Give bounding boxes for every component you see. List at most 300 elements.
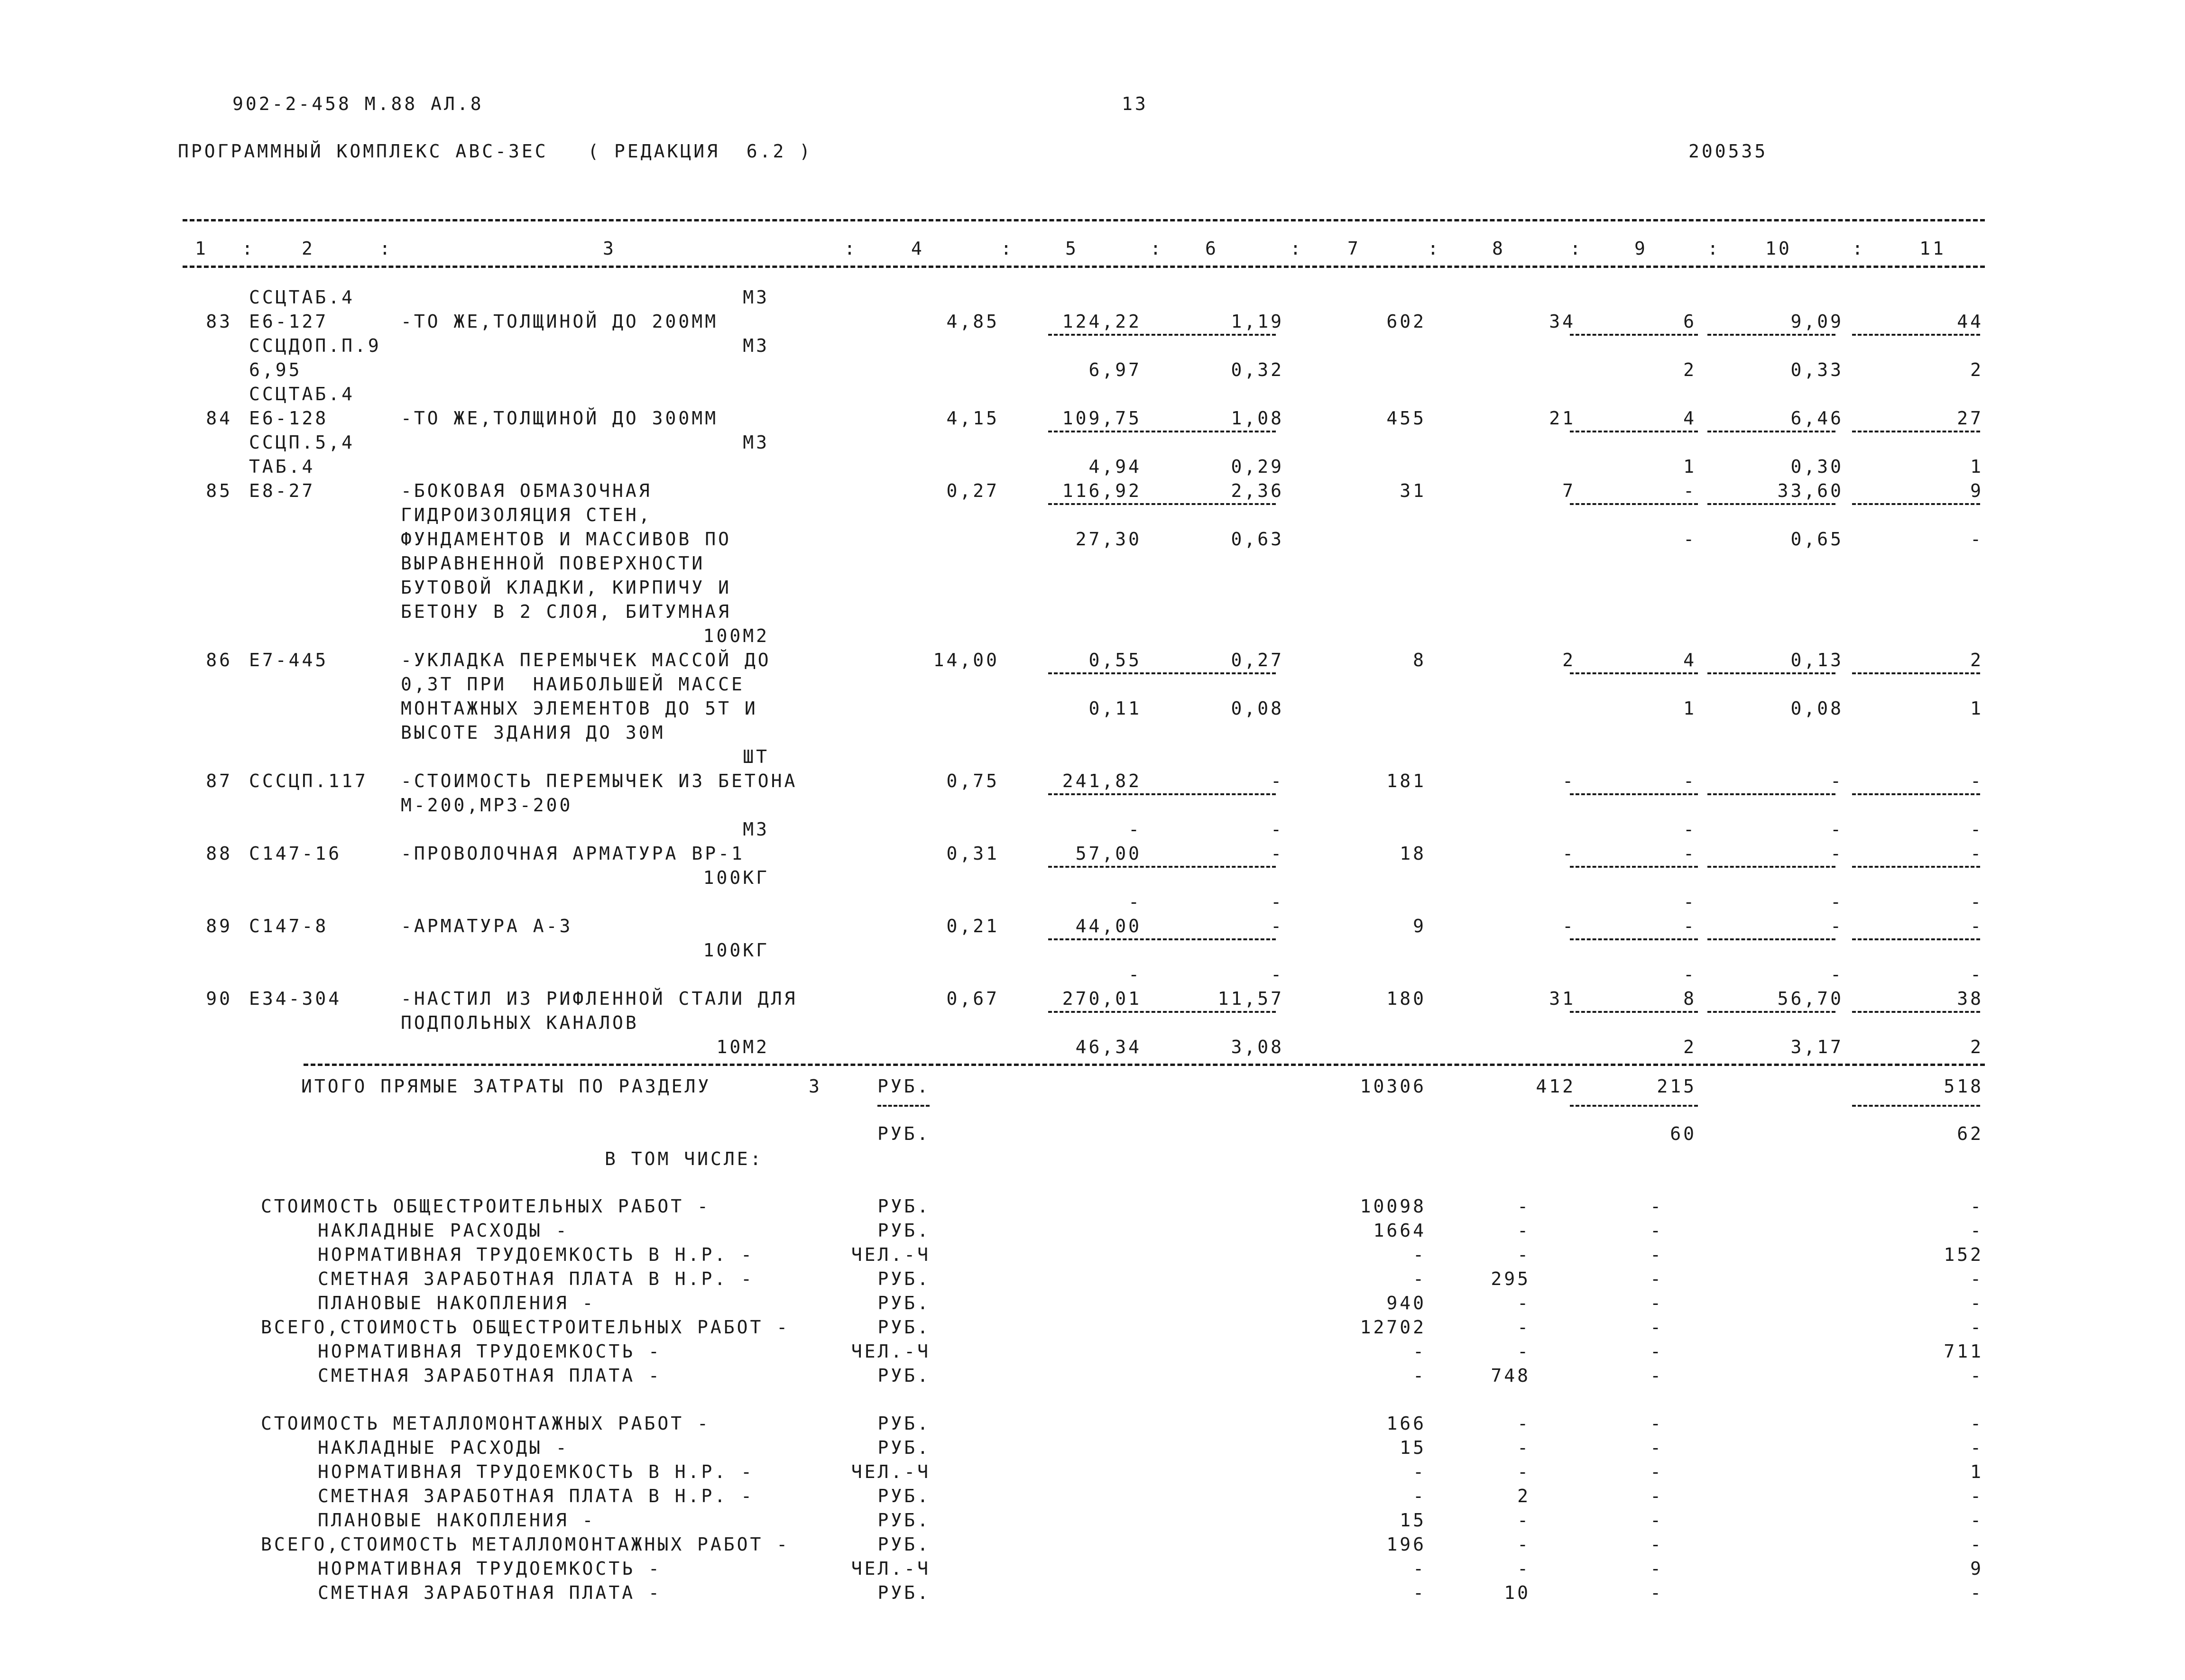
cell-c8: 31 — [1549, 988, 1576, 1009]
cell-c6: - — [1271, 771, 1284, 791]
unit-of-measure: 100КГ — [703, 867, 769, 888]
cell-c6: - — [1271, 843, 1284, 864]
cell-c5: 4,94 — [1088, 456, 1142, 477]
breakdown-label: НАКЛАДНЫЕ РАСХОДЫ - — [318, 1437, 569, 1458]
cell-c11: - — [1970, 843, 1983, 864]
breakdown-unit: РУБ. — [877, 1220, 931, 1241]
cell-c11: 9 — [1970, 480, 1983, 501]
header-bottom-rule — [183, 266, 1985, 268]
cost-subrule — [1852, 672, 1980, 674]
breakdown-col11: - — [1970, 1510, 1983, 1531]
totals-section-number: 3 — [809, 1076, 822, 1097]
column-separator: : — [1570, 238, 1583, 259]
cell-c10: 0,65 — [1790, 529, 1844, 550]
cost-subrule — [1570, 672, 1698, 674]
cell-c7: 180 — [1386, 988, 1426, 1009]
breakdown-unit: РУБ. — [877, 1534, 931, 1555]
breakdown-label: СМЕТНАЯ ЗАРАБОТНАЯ ПЛАТА - — [318, 1365, 662, 1386]
unit-of-measure: ШТ — [743, 746, 769, 767]
column-number-7: 7 — [1347, 238, 1361, 259]
rate-code: С147-16 — [249, 843, 342, 864]
breakdown-unit: РУБ. — [877, 1437, 931, 1458]
cell-c9: 2 — [1683, 1037, 1696, 1057]
breakdown-unit: РУБ. — [877, 1293, 931, 1313]
cell-c9: 4 — [1683, 650, 1696, 670]
cell-c6: 3,08 — [1231, 1037, 1284, 1057]
cost-subrule — [1570, 1011, 1698, 1013]
column-separator: : — [1707, 238, 1721, 259]
cell-c6: - — [1271, 916, 1284, 936]
cell-c6: 2,36 — [1231, 480, 1284, 501]
cost-subrule — [1852, 503, 1980, 505]
cell-c5: 270,01 — [1062, 988, 1142, 1009]
totals-col9-b: 60 — [1670, 1123, 1696, 1144]
work-description: МОНТАЖНЫХ ЭЛЕМЕНТОВ ДО 5Т И — [401, 698, 758, 719]
breakdown-col9: - — [1650, 1534, 1663, 1555]
breakdown-col11: 1 — [1970, 1461, 1983, 1482]
column-number-8: 8 — [1492, 238, 1505, 259]
breakdown-unit: РУБ. — [877, 1317, 931, 1338]
cell-c8: 21 — [1549, 408, 1576, 429]
breakdown-label: НАКЛАДНЫЕ РАСХОДЫ - — [318, 1220, 569, 1241]
including-heading: В ТОМ ЧИСЛЕ: — [605, 1148, 764, 1169]
work-description: ВЫРАВНЕННОЙ ПОВЕРХНОСТИ — [401, 553, 705, 574]
cell-c9: - — [1683, 891, 1696, 912]
rate-code: ССЦП.5,4 — [249, 432, 355, 453]
breakdown-col8: 748 — [1491, 1365, 1530, 1386]
totals-col9: 215 — [1657, 1076, 1696, 1097]
cell-c11: 44 — [1957, 311, 1983, 332]
cell-c6: 0,29 — [1231, 456, 1284, 477]
cell-c8: 2 — [1562, 650, 1576, 670]
breakdown-col7: - — [1413, 1268, 1426, 1289]
breakdown-col8: - — [1517, 1534, 1530, 1555]
column-separator: : — [242, 238, 255, 259]
breakdown-col8: 10 — [1504, 1582, 1530, 1603]
cost-subrule — [1048, 793, 1276, 795]
breakdown-col11: - — [1970, 1317, 1983, 1338]
breakdown-col7: 1664 — [1373, 1220, 1426, 1241]
unit-of-measure: 100М2 — [703, 625, 769, 646]
totals-col11-b: 62 — [1957, 1123, 1983, 1144]
breakdown-col8: - — [1517, 1244, 1530, 1265]
breakdown-col9: - — [1650, 1437, 1663, 1458]
work-description: ПОДПОЛЬНЫХ КАНАЛОВ — [401, 1012, 639, 1033]
breakdown-col11: - — [1970, 1486, 1983, 1506]
work-description: М-200,МРЗ-200 — [401, 795, 573, 816]
column-separator: : — [844, 238, 857, 259]
work-description: -БОКОВАЯ ОБМАЗОЧНАЯ — [401, 480, 652, 501]
cell-c10: 0,30 — [1790, 456, 1844, 477]
cell-c5: 44,00 — [1075, 916, 1142, 936]
column-number-4: 4 — [911, 238, 924, 259]
work-description: -ТО ЖЕ,ТОЛЩИНОЙ ДО 300ММ — [401, 408, 719, 429]
totals-col7: 10306 — [1360, 1076, 1426, 1097]
cell-c9: 4 — [1683, 408, 1696, 429]
cell-c4: 0,27 — [946, 480, 999, 501]
rate-code: Е6-127 — [249, 311, 329, 332]
cell-c9: 1 — [1683, 698, 1696, 719]
breakdown-col7: - — [1413, 1365, 1426, 1386]
cell-c4: 4,15 — [946, 408, 999, 429]
cell-c4: 4,85 — [946, 311, 999, 332]
breakdown-col8: - — [1517, 1341, 1530, 1362]
cell-c10: 56,70 — [1777, 988, 1844, 1009]
cell-c10: 6,46 — [1790, 408, 1844, 429]
cell-c11: 1 — [1970, 698, 1983, 719]
cost-subrule — [1048, 431, 1276, 432]
breakdown-col11: - — [1970, 1220, 1983, 1241]
rate-code: Е34-304 — [249, 988, 342, 1009]
unit-of-measure: 100КГ — [703, 940, 769, 961]
cell-c10: - — [1830, 771, 1844, 791]
cell-c9: - — [1683, 480, 1696, 501]
cell-c11: 38 — [1957, 988, 1983, 1009]
cell-c6: 1,08 — [1231, 408, 1284, 429]
cell-c6: 0,32 — [1231, 359, 1284, 380]
cell-c4: 0,31 — [946, 843, 999, 864]
breakdown-unit: РУБ. — [877, 1365, 931, 1386]
rate-code: ССЦТАБ.4 — [249, 287, 355, 308]
cell-c5: 116,92 — [1062, 480, 1142, 501]
cell-c6: 0,63 — [1231, 529, 1284, 550]
cell-c4: 0,75 — [946, 771, 999, 791]
breakdown-label: СМЕТНАЯ ЗАРАБОТНАЯ ПЛАТА В Н.Р. - — [318, 1486, 754, 1506]
cost-subrule — [1707, 793, 1835, 795]
item-number: 87 — [206, 771, 232, 791]
cost-subrule — [1707, 866, 1835, 868]
breakdown-unit: ЧЕЛ.-Ч — [851, 1558, 931, 1579]
rate-code: Е6-128 — [249, 408, 329, 429]
program-title: ПРОГРАММНЫЙ КОМПЛЕКС АВС-3ЕС ( РЕДАКЦИЯ 6.2 ) — [178, 141, 813, 162]
page-number: 13 — [1122, 93, 1148, 114]
cell-c9: - — [1683, 843, 1696, 864]
totals-col8: 412 — [1536, 1076, 1576, 1097]
cell-c8: - — [1562, 916, 1576, 936]
cell-c10: 0,08 — [1790, 698, 1844, 719]
breakdown-col8: - — [1517, 1437, 1530, 1458]
cell-c10: - — [1830, 964, 1844, 985]
breakdown-col9: - — [1650, 1341, 1663, 1362]
cell-c5: - — [1128, 891, 1142, 912]
breakdown-col9: - — [1650, 1293, 1663, 1313]
unit-of-measure: 10М2 — [716, 1037, 769, 1057]
breakdown-col9: - — [1650, 1317, 1663, 1338]
breakdown-unit: РУБ. — [877, 1268, 931, 1289]
rate-code: Е8-27 — [249, 480, 315, 501]
breakdown-col7: 10098 — [1360, 1196, 1426, 1217]
item-number: 85 — [206, 480, 232, 501]
cell-c10: 33,60 — [1777, 480, 1844, 501]
cell-c9: 8 — [1683, 988, 1696, 1009]
rate-code: 6,95 — [249, 359, 302, 380]
cell-c8: 34 — [1549, 311, 1576, 332]
rate-code: Е7-445 — [249, 650, 329, 670]
cell-c9: 1 — [1683, 456, 1696, 477]
column-number-10: 10 — [1765, 238, 1792, 259]
cell-c11: 27 — [1957, 408, 1983, 429]
cell-c4: 14,00 — [933, 650, 999, 670]
cell-c4: 0,67 — [946, 988, 999, 1009]
cost-subrule — [1707, 431, 1835, 432]
cost-subrule — [1048, 672, 1276, 674]
cell-c5: - — [1128, 964, 1142, 985]
cell-c10: 3,17 — [1790, 1037, 1844, 1057]
totals-label: ИТОГО ПРЯМЫЕ ЗАТРАТЫ ПО РАЗДЕЛУ — [301, 1076, 711, 1097]
breakdown-col8: - — [1517, 1461, 1530, 1482]
cell-c10: 0,13 — [1790, 650, 1844, 670]
totals-unit: РУБ. — [877, 1076, 931, 1097]
breakdown-col8: 295 — [1491, 1268, 1530, 1289]
cell-c7: 455 — [1386, 408, 1426, 429]
cost-subrule — [1048, 334, 1276, 336]
cell-c11: 2 — [1970, 359, 1983, 380]
breakdown-col11: - — [1970, 1268, 1983, 1289]
cell-c10: - — [1830, 819, 1844, 840]
breakdown-col11: - — [1970, 1437, 1983, 1458]
cost-subrule — [1570, 866, 1698, 868]
cost-subrule — [1570, 334, 1698, 336]
breakdown-label: НОРМАТИВНАЯ ТРУДОЕМКОСТЬ В Н.Р. - — [318, 1244, 754, 1265]
work-description: ГИДРОИЗОЛЯЦИЯ СТЕН, — [401, 505, 652, 525]
cell-c5: - — [1128, 819, 1142, 840]
rate-code: ТАБ.4 — [249, 456, 315, 477]
item-number: 90 — [206, 988, 232, 1009]
cell-c10: - — [1830, 843, 1844, 864]
column-separator: : — [1001, 238, 1014, 259]
header-top-rule — [183, 219, 1985, 221]
cost-subrule — [1707, 334, 1835, 336]
breakdown-col9: - — [1650, 1196, 1663, 1217]
column-number-9: 9 — [1634, 238, 1648, 259]
breakdown-col8: - — [1517, 1558, 1530, 1579]
breakdown-col11: 9 — [1970, 1558, 1983, 1579]
breakdown-label: ПЛАНОВЫЕ НАКОПЛЕНИЯ - — [318, 1293, 596, 1313]
work-description: ВЫСОТЕ ЗДАНИЯ ДО 30М — [401, 722, 665, 743]
breakdown-col7: - — [1413, 1558, 1426, 1579]
breakdown-col9: - — [1650, 1486, 1663, 1506]
column-separator: : — [1428, 238, 1441, 259]
cell-c9: - — [1683, 819, 1696, 840]
cell-c7: 181 — [1386, 771, 1426, 791]
breakdown-label: НОРМАТИВНАЯ ТРУДОЕМКОСТЬ В Н.Р. - — [318, 1461, 754, 1482]
breakdown-col11: - — [1970, 1582, 1983, 1603]
cell-c9: - — [1683, 771, 1696, 791]
breakdown-label: ВСЕГО,СТОИМОСТЬ МЕТАЛЛОМОНТАЖНЫХ РАБОТ - — [261, 1534, 790, 1555]
cost-subrule — [1048, 866, 1276, 868]
cell-c5: 109,75 — [1062, 408, 1142, 429]
breakdown-col11: 152 — [1944, 1244, 1983, 1265]
cost-subrule — [1570, 793, 1698, 795]
cell-c9: 2 — [1683, 359, 1696, 380]
breakdown-label: СТОИМОСТЬ МЕТАЛЛОМОНТАЖНЫХ РАБОТ - — [261, 1413, 710, 1434]
column-number-1: 1 — [195, 238, 208, 259]
cost-subrule — [1707, 503, 1835, 505]
breakdown-col7: - — [1413, 1244, 1426, 1265]
work-description: 0,3Т ПРИ НАИБОЛЬШЕЙ МАССЕ — [401, 674, 745, 695]
cell-c11: 1 — [1970, 456, 1983, 477]
cell-c5: 0,11 — [1088, 698, 1142, 719]
cell-c9: - — [1683, 916, 1696, 936]
item-number: 88 — [206, 843, 232, 864]
cell-c11: - — [1970, 529, 1983, 550]
item-number: 83 — [206, 311, 232, 332]
breakdown-unit: ЧЕЛ.-Ч — [851, 1341, 931, 1362]
cell-c4: 0,21 — [946, 916, 999, 936]
cost-subrule — [1570, 431, 1698, 432]
cell-c11: - — [1970, 819, 1983, 840]
cell-c5: 241,82 — [1062, 771, 1142, 791]
cell-c7: 31 — [1400, 480, 1426, 501]
cost-subrule — [1048, 938, 1276, 940]
breakdown-col7: 12702 — [1360, 1317, 1426, 1338]
cell-c5: 124,22 — [1062, 311, 1142, 332]
totals-col11: 518 — [1944, 1076, 1983, 1097]
breakdown-label: НОРМАТИВНАЯ ТРУДОЕМКОСТЬ - — [318, 1558, 662, 1579]
rate-code: ССЦДОП.П.9 — [249, 335, 381, 356]
cost-subrule — [1570, 938, 1698, 940]
breakdown-col9: - — [1650, 1365, 1663, 1386]
column-number-2: 2 — [302, 238, 315, 259]
work-description: БУТОВОЙ КЛАДКИ, КИРПИЧУ И — [401, 577, 731, 598]
work-description: -АРМАТУРА А-3 — [401, 916, 573, 936]
breakdown-unit: ЧЕЛ.-Ч — [851, 1244, 931, 1265]
cell-c7: 18 — [1400, 843, 1426, 864]
cell-c11: - — [1970, 771, 1983, 791]
breakdown-col11: 711 — [1944, 1341, 1983, 1362]
cell-c10: 0,33 — [1790, 359, 1844, 380]
breakdown-unit: РУБ. — [877, 1486, 931, 1506]
cost-subrule — [1852, 793, 1980, 795]
totals-col9-underline — [1570, 1105, 1698, 1107]
unit-of-measure: М3 — [743, 335, 769, 356]
column-separator: : — [1290, 238, 1303, 259]
cell-c5: 46,34 — [1075, 1037, 1142, 1057]
work-description: -ТО ЖЕ,ТОЛЩИНОЙ ДО 200ММ — [401, 311, 719, 332]
breakdown-unit: РУБ. — [877, 1196, 931, 1217]
breakdown-col11: - — [1970, 1413, 1983, 1434]
breakdown-col11: - — [1970, 1534, 1983, 1555]
cell-c11: - — [1970, 916, 1983, 936]
column-separator: : — [379, 238, 393, 259]
column-number-6: 6 — [1205, 238, 1218, 259]
cell-c11: - — [1970, 964, 1983, 985]
cost-subrule — [1048, 503, 1276, 505]
breakdown-unit: РУБ. — [877, 1413, 931, 1434]
breakdown-col9: - — [1650, 1510, 1663, 1531]
cell-c9: - — [1683, 964, 1696, 985]
cost-subrule — [1852, 1011, 1980, 1013]
cost-subrule — [1048, 1011, 1276, 1013]
breakdown-unit: РУБ. — [877, 1582, 931, 1603]
breakdown-col8: - — [1517, 1413, 1530, 1434]
totals-unit-underline — [877, 1105, 930, 1107]
rate-code: ССЦТАБ.4 — [249, 384, 355, 404]
breakdown-label: ВСЕГО,СТОИМОСТЬ ОБЩЕСТРОИТЕЛЬНЫХ РАБОТ - — [261, 1317, 790, 1338]
cell-c7: 8 — [1413, 650, 1426, 670]
breakdown-col7: - — [1413, 1486, 1426, 1506]
breakdown-label: СТОИМОСТЬ ОБЩЕСТРОИТЕЛЬНЫХ РАБОТ - — [261, 1196, 710, 1217]
breakdown-col11: - — [1970, 1196, 1983, 1217]
cost-subrule — [1707, 938, 1835, 940]
cell-c5: 57,00 — [1075, 843, 1142, 864]
item-number: 89 — [206, 916, 232, 936]
cost-subrule — [1852, 866, 1980, 868]
work-description: ФУНДАМЕНТОВ И МАССИВОВ ПО — [401, 529, 731, 550]
document-number: 200535 — [1688, 141, 1768, 162]
breakdown-col7: 166 — [1386, 1413, 1426, 1434]
breakdown-unit: ЧЕЛ.-Ч — [851, 1461, 931, 1482]
item-number: 84 — [206, 408, 232, 429]
breakdown-col7: 15 — [1400, 1510, 1426, 1531]
cost-subrule — [1707, 672, 1835, 674]
breakdown-col9: - — [1650, 1220, 1663, 1241]
cell-c11: - — [1970, 891, 1983, 912]
breakdown-col8: 2 — [1517, 1486, 1530, 1506]
cost-subrule — [1852, 334, 1980, 336]
item-number: 86 — [206, 650, 232, 670]
cost-subrule — [1852, 431, 1980, 432]
breakdown-col9: - — [1650, 1461, 1663, 1482]
breakdown-col8: - — [1517, 1220, 1530, 1241]
breakdown-col11: - — [1970, 1293, 1983, 1313]
cost-subrule — [1707, 1011, 1835, 1013]
breakdown-col9: - — [1650, 1558, 1663, 1579]
cell-c5: 6,97 — [1088, 359, 1142, 380]
cell-c8: 7 — [1562, 480, 1576, 501]
column-number-5: 5 — [1065, 238, 1079, 259]
cell-c6: 0,08 — [1231, 698, 1284, 719]
work-description: -ПРОВОЛОЧНАЯ АРМАТУРА ВР-1 — [401, 843, 745, 864]
breakdown-col8: - — [1517, 1196, 1530, 1217]
cell-c11: 2 — [1970, 650, 1983, 670]
breakdown-col9: - — [1650, 1582, 1663, 1603]
cost-subrule — [1570, 503, 1698, 505]
cell-c7: 602 — [1386, 311, 1426, 332]
breakdown-col9: - — [1650, 1268, 1663, 1289]
breakdown-col8: - — [1517, 1317, 1530, 1338]
totals-col11-underline — [1852, 1105, 1980, 1107]
cost-subrule — [1852, 938, 1980, 940]
breakdown-col8: - — [1517, 1293, 1530, 1313]
totals-unit-2: РУБ. — [877, 1123, 931, 1144]
cell-c6: 1,19 — [1231, 311, 1284, 332]
unit-of-measure: М3 — [743, 287, 769, 308]
cell-c8: - — [1562, 843, 1576, 864]
breakdown-col7: 196 — [1386, 1534, 1426, 1555]
breakdown-col9: - — [1650, 1244, 1663, 1265]
breakdown-col7: - — [1413, 1461, 1426, 1482]
cell-c7: 9 — [1413, 916, 1426, 936]
breakdown-unit: РУБ. — [877, 1510, 931, 1531]
breakdown-label: СМЕТНАЯ ЗАРАБОТНАЯ ПЛАТА - — [318, 1582, 662, 1603]
totals-rule — [304, 1064, 1985, 1066]
rate-code: СССЦП.117 — [249, 771, 368, 791]
column-separator: : — [1852, 238, 1865, 259]
cell-c6: 0,27 — [1231, 650, 1284, 670]
cell-c5: 0,55 — [1088, 650, 1142, 670]
cell-c8: - — [1562, 771, 1576, 791]
breakdown-col7: - — [1413, 1582, 1426, 1603]
cell-c10: - — [1830, 916, 1844, 936]
work-description: -НАСТИЛ ИЗ РИФЛЕННОЙ СТАЛИ ДЛЯ — [401, 988, 798, 1009]
work-description: -УКЛАДКА ПЕРЕМЫЧЕК МАССОЙ ДО — [401, 650, 771, 670]
cell-c11: 2 — [1970, 1037, 1983, 1057]
breakdown-col8: - — [1517, 1510, 1530, 1531]
rate-code: С147-8 — [249, 916, 329, 936]
cell-c10: - — [1830, 891, 1844, 912]
breakdown-col7: 15 — [1400, 1437, 1426, 1458]
